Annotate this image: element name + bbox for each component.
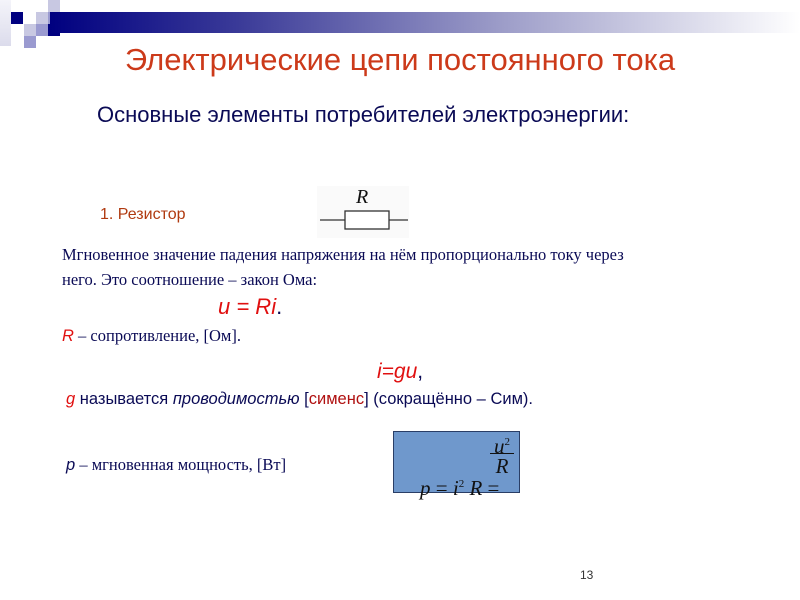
- resistance-definition: R – сопротивление, [Ом].: [62, 326, 241, 345]
- power-formula-fraction: $u^2$ R: [490, 434, 514, 479]
- power-definition: p – мгновенная мощность, [Вт]: [66, 455, 287, 474]
- conductance-definition: g называется проводимостью [сименс] (сокращённо – Сим).: [66, 390, 533, 408]
- resistor-symbol-label: R: [356, 186, 369, 208]
- conductance-formula: i=gu,: [377, 360, 424, 383]
- item-resistor-label: 1. Резистор: [100, 206, 186, 223]
- paragraph-line-2: него. Это соотношение – закон Ома:: [62, 270, 318, 289]
- slide-subtitle: Основные элементы потребителей электроэнергии:: [97, 102, 630, 127]
- power-formula-box: $p = i^2$ R = $u^2$ R: [393, 431, 520, 493]
- slide-title: Электрические цепи постоянного тока: [124, 42, 676, 77]
- page-number: 13: [580, 568, 594, 582]
- resistor-symbol: [317, 186, 409, 238]
- ohm-law-formula: u = Ri.: [218, 294, 283, 319]
- paragraph-line-1: Мгновенное значение падения напряжения на нём пропорционально току через: [62, 245, 624, 264]
- header-gradient-bar: [50, 12, 800, 33]
